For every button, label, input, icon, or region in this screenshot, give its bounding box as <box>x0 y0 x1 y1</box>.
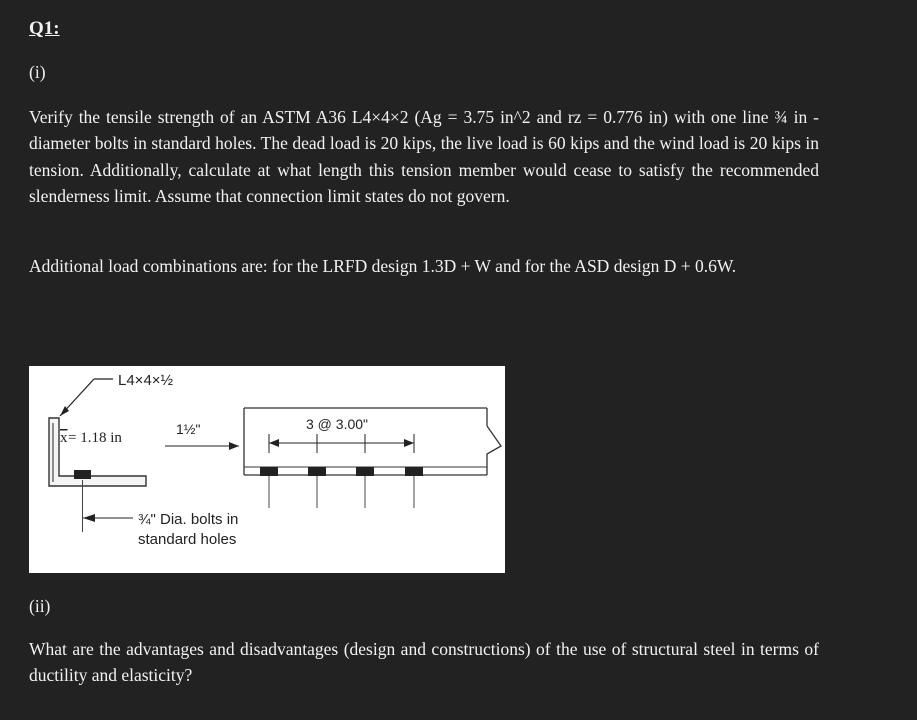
spacing-arrow-right <box>404 439 414 447</box>
bolt-description-line2: standard holes <box>138 531 237 548</box>
xbar-symbol: x <box>60 430 68 446</box>
question-title: Q1: <box>29 18 60 39</box>
part-ii-label: (ii) <box>29 596 51 616</box>
plan-bolt-3 <box>356 467 374 476</box>
connection-figure <box>29 366 505 573</box>
connection-diagram <box>29 366 505 573</box>
plan-bolt-1 <box>260 467 278 476</box>
angle-cross-section <box>49 418 146 486</box>
plan-break-line <box>487 426 501 475</box>
plan-bolt-4 <box>405 467 423 476</box>
gage-dimension-label: 1½" <box>176 421 201 437</box>
load-combinations-text: Additional load combinations are: for the LRFD design 1.3D + W and for the ASD design D + 0.6W. <box>29 256 737 276</box>
bolt-spacing-label: 3 @ 3.00" <box>306 416 368 432</box>
gage-arrowhead <box>229 442 239 450</box>
plan-bolt-2 <box>308 467 326 476</box>
bolt-description-line1: ¾" Dia. bolts in <box>138 511 239 528</box>
bolt-label-arrowhead <box>83 514 95 522</box>
angle-size-label: L4×4×½ <box>118 372 174 389</box>
part-i-label: (i) <box>29 62 46 82</box>
xbar-value: = 1.18 in <box>68 430 122 446</box>
part-ii-question-text: What are the advantages and disadvantages (design and constructions) of the use of structural steel in terms of ductility and elasticity? <box>29 639 819 686</box>
spacing-arrow-left <box>269 439 279 447</box>
part-i-problem-text: Verify the tensile strength of an ASTM A36 L4×4×2 (Ag = 3.75 in^2 and rz = 0.776 in) with one line ¾ in -diameter bolts in standard holes. The dead load is 20 kips, the live load is 60 kips and the wind load is 20 kips in tension. Additionally, calculate at what length this tension member would cease to satisfy the recommended slenderness limit. Assume that connection limit states do not govern. <box>29 107 819 206</box>
section-bolt-head <box>74 470 91 479</box>
